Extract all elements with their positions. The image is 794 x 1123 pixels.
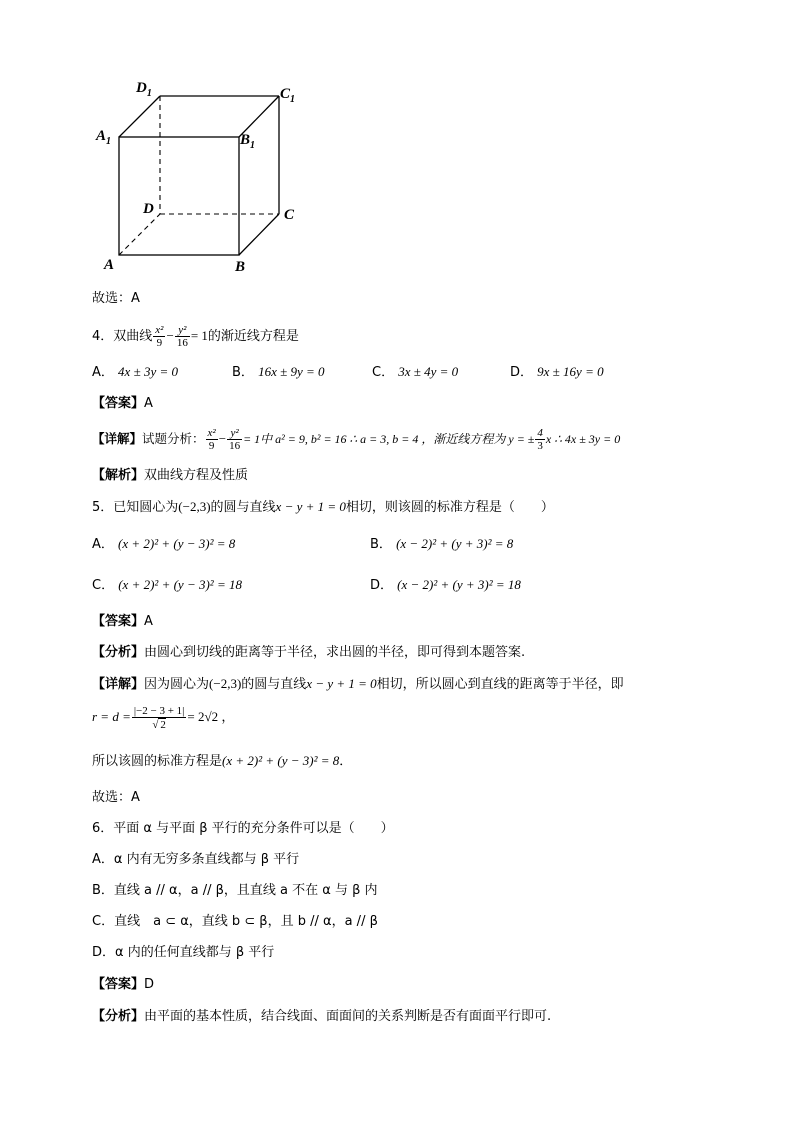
label-d1: $D_1$ bbox=[136, 80, 152, 99]
q6-answer: 【答案】D bbox=[92, 977, 155, 992]
q5-detail: 【详解】因为圆心为(−2,3)的圆与直线x − y + 1 = 0相切，所以圆心到直线的距离等于半径，即 bbox=[92, 676, 624, 692]
q4-frac-y: $\frac{\text{y²}}{16}$ bbox=[176, 324, 188, 349]
front-face bbox=[119, 137, 239, 255]
q4-frac-x: $\frac{\text{x²}}{9}$ bbox=[155, 324, 164, 349]
edge-bc bbox=[239, 214, 279, 255]
q6-option-c: C．直线 a ⊂ α，直线 b ⊂ β，且 b // α，a // β bbox=[92, 914, 378, 929]
label-b: B bbox=[235, 259, 246, 275]
q5-option-b: B． (x − 2)² + (y + 3)² = 8 bbox=[370, 536, 514, 552]
q4-option-a: A． 4x ± 3y = 0 bbox=[92, 364, 178, 380]
q5-fenxi: 【分析】由圆心到切线的距离等于半径，求出圆的半径，即可得到本题答案. bbox=[92, 645, 526, 660]
label-b1: $B_1$ bbox=[240, 132, 256, 151]
q4-option-b: B． 16x ± 9y = 0 bbox=[232, 364, 325, 380]
q4-stem: 4．双曲线 $\frac{\text{x²}}{9}$ − $\frac{\text{y²}}{16}$ = 1的渐近线方程是 bbox=[92, 324, 299, 349]
q4-analysis: 【解析】双曲线方程及性质 bbox=[92, 468, 249, 483]
q5-option-c: C． (x + 2)² + (y − 3)² = 18 bbox=[92, 577, 242, 593]
q4-detail: 【详解】试题分析： $\frac{\text{x²}}{9}$ − $\frac{\text{y²}}{16}$ = 1中 a² = 9, b² = 16 ∴ a = 3, b = 4 ，渐近线方程为 y = ± $\frac{4}{3}$ x ∴ 4x ± 3y = 0 bbox=[92, 427, 621, 452]
edge-ad-hidden bbox=[119, 214, 160, 255]
label-d: D bbox=[143, 201, 154, 217]
q5-radius: r = d = $\frac{|-2 - 3 + 1|}{√ 2}$ = 2√2 ， bbox=[92, 704, 235, 731]
q4-answer: 【答案】A bbox=[92, 396, 153, 411]
q5-answer: 【答案】A bbox=[92, 614, 153, 629]
q5-option-a: A． (x + 2)² + (y − 3)² = 8 bbox=[92, 536, 236, 552]
cube-figure bbox=[92, 78, 312, 283]
q6-stem: 6．平面 α 与平面 β 平行的充分条件可以是（ ） bbox=[92, 821, 394, 836]
q5-stem: 5．已知圆心为(−2,3)的圆与直线x − y + 1 = 0相切，则该圆的标准方程是（ ） bbox=[92, 499, 554, 515]
label-c1: $C_1$ bbox=[280, 86, 296, 105]
label-a: A bbox=[104, 257, 115, 273]
q4-option-d: D． 9x ± 16y = 0 bbox=[510, 364, 604, 380]
q6-option-a: A．α 内有无穷多条直线都与 β 平行 bbox=[92, 852, 300, 867]
label-c: C bbox=[284, 207, 295, 223]
edge-a1d1 bbox=[119, 96, 160, 137]
label-a1: $A_1$ bbox=[96, 128, 112, 147]
q6-fenxi: 【分析】由平面的基本性质，结合线面、面面间的关系判断是否有面面平行即可. bbox=[92, 1009, 552, 1024]
q5-option-d: D． (x − 2)² + (y + 3)² = 18 bbox=[370, 577, 521, 593]
q5-conclusion: 所以该圆的标准方程是(x + 2)² + (y − 3)² = 8． bbox=[92, 753, 353, 769]
q6-option-b: B．直线 a // α，a // β，且直线 a 不在 α 与 β 内 bbox=[92, 883, 378, 898]
q5-choice: 故选：A bbox=[92, 790, 140, 805]
q6-option-d: D．α 内的任何直线都与 β 平行 bbox=[92, 945, 275, 960]
q3-choice: 故选：A bbox=[92, 291, 140, 306]
edge-b1c1 bbox=[239, 96, 279, 137]
q4-option-c: C． 3x ± 4y = 0 bbox=[372, 364, 459, 380]
